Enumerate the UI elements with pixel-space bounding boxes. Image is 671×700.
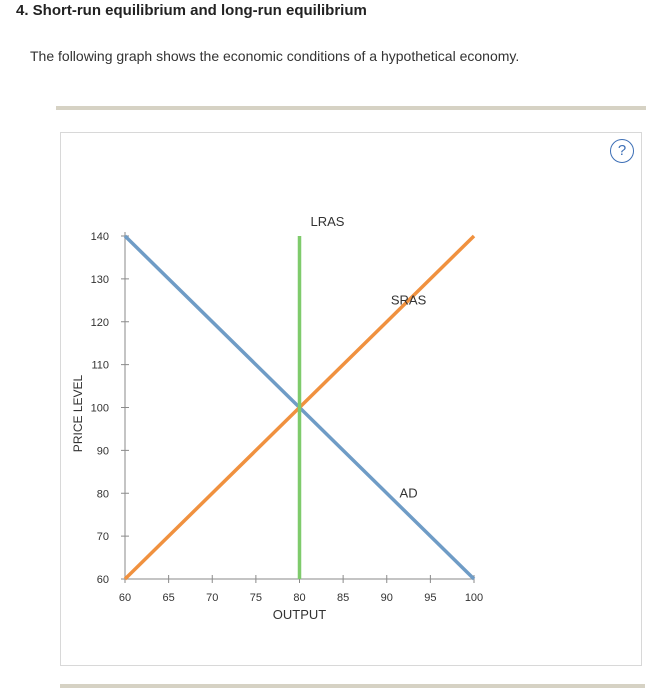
y-tick-label: 120: [90, 316, 109, 329]
x-axis-label: OUTPUT: [272, 607, 327, 622]
series-label-lras: LRAS: [310, 214, 345, 229]
y-tick-label: 60: [96, 574, 109, 586]
y-tick-label: 80: [96, 488, 109, 501]
x-tick-label: 60: [118, 592, 132, 604]
x-tick-label: 90: [380, 592, 393, 604]
y-tick-label: 100: [90, 402, 109, 415]
question-description: The following graph shows the economic conditions of a hypothetical economy.: [30, 48, 520, 64]
y-axis-label: PRICE LEVEL: [71, 374, 85, 453]
x-tick-label: 75: [249, 592, 262, 604]
y-tick-label: 90: [96, 445, 109, 458]
divider-bottom: [60, 684, 645, 688]
x-tick-label: 100: [464, 592, 484, 604]
x-tick-label: 85: [337, 592, 350, 604]
y-tick-label: 140: [90, 231, 109, 243]
series-label-ad: AD: [399, 485, 418, 501]
x-tick-label: 95: [424, 592, 437, 604]
x-tick-label: 80: [293, 592, 306, 604]
y-tick-label: 70: [96, 531, 109, 544]
question-title: 4. Short-run equilibrium and long-run equilibrium: [16, 2, 367, 19]
y-tick-label: 110: [91, 359, 109, 372]
y-tick-label: 130: [90, 273, 109, 286]
question-mark-icon[interactable]: ?: [610, 139, 634, 163]
x-tick-label: 65: [162, 592, 175, 604]
x-tick-label: 70: [206, 592, 219, 604]
series-label-sras: SRAS: [390, 292, 427, 308]
